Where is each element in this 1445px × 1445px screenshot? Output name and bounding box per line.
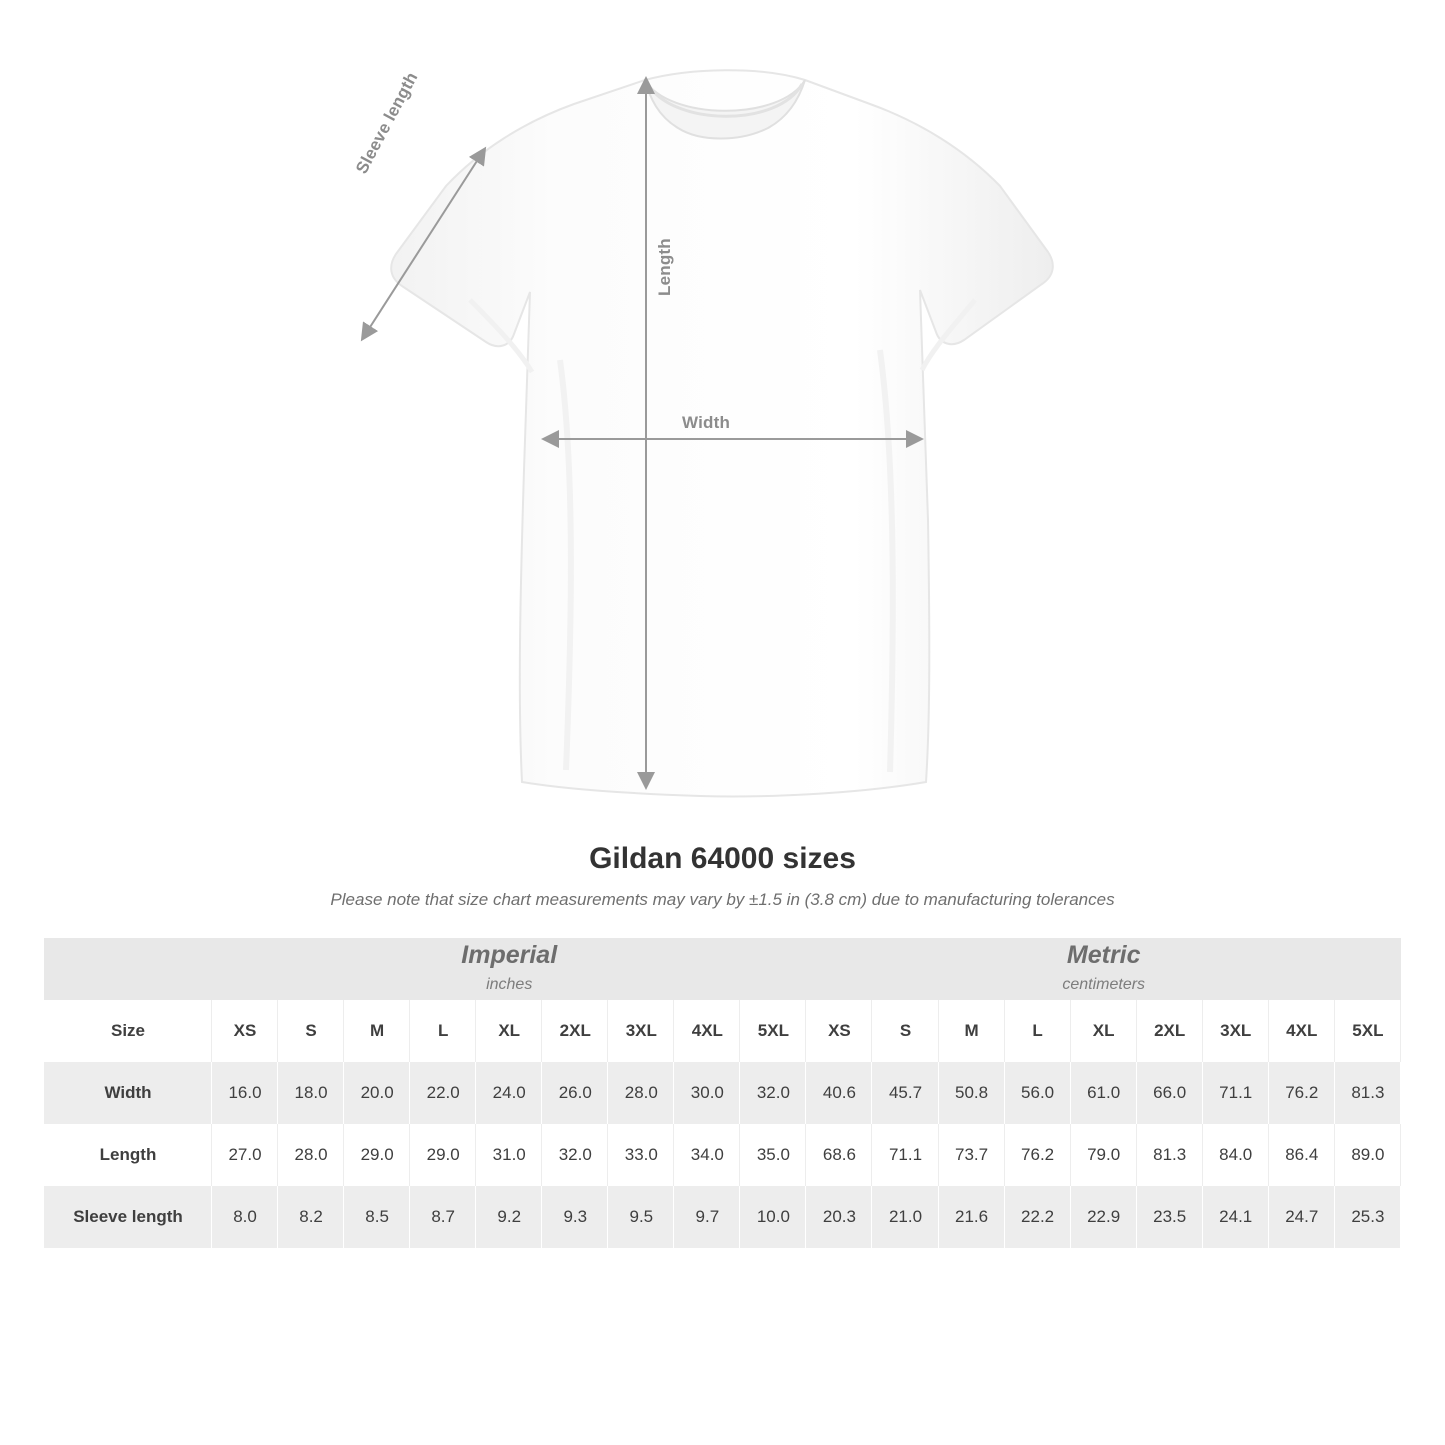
size-column-header: 2XL — [1137, 1000, 1203, 1062]
shirt-shape — [391, 70, 1053, 796]
size-column-header: XL — [1071, 1000, 1137, 1062]
measurement-cell: 26.0 — [542, 1062, 608, 1124]
measurement-row-label: Width — [44, 1062, 212, 1124]
measurement-cell: 76.2 — [1005, 1124, 1071, 1186]
measurement-cell: 9.3 — [542, 1186, 608, 1248]
measurement-cell: 8.0 — [212, 1186, 278, 1248]
size-column-header: M — [939, 1000, 1005, 1062]
measurement-cell: 24.1 — [1203, 1186, 1269, 1248]
measurement-cell: 56.0 — [1005, 1062, 1071, 1124]
unit-group-imperial — [212, 938, 806, 1000]
unit-group-sub: inches — [486, 976, 533, 994]
measurement-cell: 45.7 — [872, 1062, 938, 1124]
size-column-header: 4XL — [674, 1000, 740, 1062]
width-label: Width — [682, 413, 731, 432]
measurement-cell: 35.0 — [740, 1124, 806, 1186]
size-column-header: 5XL — [1335, 1000, 1401, 1062]
measurement-cell: 18.0 — [278, 1062, 344, 1124]
unit-group-sub: centimeters — [1062, 976, 1146, 994]
page-title: Gildan 64000 sizes — [589, 842, 856, 875]
measurement-cell: 84.0 — [1203, 1124, 1269, 1186]
size-column-header: XL — [476, 1000, 542, 1062]
measurement-cell: 76.2 — [1269, 1062, 1335, 1124]
measurement-cell: 8.7 — [410, 1186, 476, 1248]
measurement-cell: 20.0 — [344, 1062, 410, 1124]
size-column-header: 5XL — [740, 1000, 806, 1062]
measurement-cell: 16.0 — [212, 1062, 278, 1124]
measurement-cell: 73.7 — [939, 1124, 1005, 1186]
measurement-cell: 29.0 — [410, 1124, 476, 1186]
size-column-header: 3XL — [608, 1000, 674, 1062]
size-column-header: XS — [806, 1000, 872, 1062]
measurement-cell: 89.0 — [1335, 1124, 1401, 1186]
measurement-cell: 21.6 — [939, 1186, 1005, 1248]
size-column-header: L — [1005, 1000, 1071, 1062]
size-column-header: S — [872, 1000, 938, 1062]
measurement-cell: 28.0 — [608, 1062, 674, 1124]
measurement-cell: 50.8 — [939, 1062, 1005, 1124]
size-column-header: S — [278, 1000, 344, 1062]
measurement-cell: 22.0 — [410, 1062, 476, 1124]
measurement-cell: 61.0 — [1071, 1062, 1137, 1124]
measurement-cell: 81.3 — [1335, 1062, 1401, 1124]
measurement-cell: 31.0 — [476, 1124, 542, 1186]
measurement-cell: 71.1 — [872, 1124, 938, 1186]
size-column-header: 3XL — [1203, 1000, 1269, 1062]
measurement-cell: 9.2 — [476, 1186, 542, 1248]
size-column-header: M — [344, 1000, 410, 1062]
measurement-cell: 9.7 — [674, 1186, 740, 1248]
unit-header-spacer — [44, 938, 212, 1000]
size-table-wrapper — [44, 938, 1401, 1248]
length-label: Length — [655, 238, 674, 296]
measurement-cell: 8.2 — [278, 1186, 344, 1248]
size-column-header: 2XL — [542, 1000, 608, 1062]
unit-group-name: Metric — [1066, 940, 1141, 969]
measurement-row-label: Sleeve length — [44, 1186, 212, 1248]
measurement-cell: 9.5 — [608, 1186, 674, 1248]
measurement-cell: 33.0 — [608, 1124, 674, 1186]
size-header-row — [44, 1000, 1401, 1062]
measurement-cell: 24.0 — [476, 1062, 542, 1124]
size-table — [44, 938, 1401, 1248]
table-row — [44, 1186, 1401, 1248]
measurement-cell: 29.0 — [344, 1124, 410, 1186]
measurement-cell: 24.7 — [1269, 1186, 1335, 1248]
sleeve-length-label: Sleeve length — [352, 68, 422, 177]
measurement-cell: 27.0 — [212, 1124, 278, 1186]
measurement-cell: 32.0 — [542, 1124, 608, 1186]
measurement-cell: 10.0 — [740, 1186, 806, 1248]
size-column-header: L — [410, 1000, 476, 1062]
measurement-cell: 23.5 — [1137, 1186, 1203, 1248]
measurement-cell: 68.6 — [806, 1124, 872, 1186]
size-row-header: Size — [44, 1000, 212, 1062]
measurement-cell: 34.0 — [674, 1124, 740, 1186]
measurement-cell: 22.2 — [1005, 1186, 1071, 1248]
measurement-cell: 20.3 — [806, 1186, 872, 1248]
table-row — [44, 1062, 1401, 1124]
measurement-cell: 22.9 — [1071, 1186, 1137, 1248]
unit-group-metric — [806, 938, 1401, 1000]
title-block — [0, 842, 1445, 910]
unit-group-name: Imperial — [461, 940, 558, 969]
table-row — [44, 1124, 1401, 1186]
unit-header-row — [44, 938, 1401, 1000]
measurement-cell: 21.0 — [872, 1186, 938, 1248]
measurement-cell: 32.0 — [740, 1062, 806, 1124]
measurement-cell: 66.0 — [1137, 1062, 1203, 1124]
measurement-cell: 30.0 — [674, 1062, 740, 1124]
measurement-cell: 28.0 — [278, 1124, 344, 1186]
measurement-row-label: Length — [44, 1124, 212, 1186]
measurement-cell: 8.5 — [344, 1186, 410, 1248]
tolerance-note: Please note that size chart measurements may vary by ±1.5 in (3.8 cm) due to manufacturing tolerances — [330, 890, 1115, 909]
measurement-cell: 71.1 — [1203, 1062, 1269, 1124]
measurement-cell: 79.0 — [1071, 1124, 1137, 1186]
measurement-cell: 81.3 — [1137, 1124, 1203, 1186]
measurement-cell: 86.4 — [1269, 1124, 1335, 1186]
size-column-header: 4XL — [1269, 1000, 1335, 1062]
measurement-cell: 25.3 — [1335, 1186, 1401, 1248]
measurement-cell: 40.6 — [806, 1062, 872, 1124]
size-column-header: XS — [212, 1000, 278, 1062]
